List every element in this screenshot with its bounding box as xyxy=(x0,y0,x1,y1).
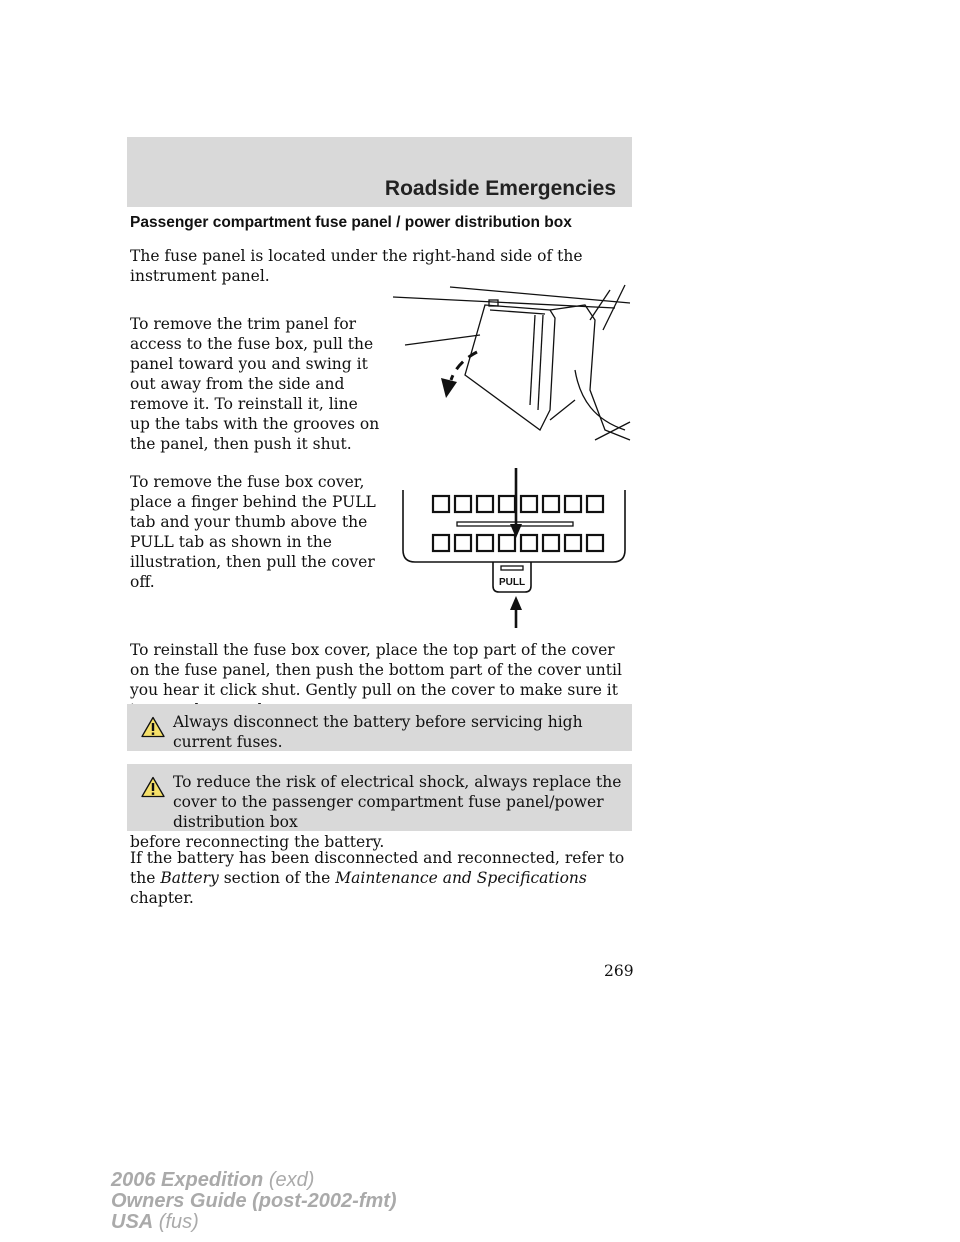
footer-market: USA xyxy=(111,1211,154,1233)
chapter-title: Roadside Emergencies xyxy=(384,177,616,200)
trim-panel-illustration xyxy=(385,280,635,450)
warning-text: To reduce the risk of electrical shock, always replace the cover to the passenger compartment fuse panel/power distribution box xyxy=(173,773,622,831)
warning-triangle-icon xyxy=(141,716,165,738)
pull-tab-label: PULL xyxy=(498,577,526,588)
document-footer xyxy=(111,1170,397,1233)
warning-box-battery xyxy=(127,704,632,751)
footer-model-code: (exd) xyxy=(268,1169,315,1191)
battery-text-part2: section of the xyxy=(223,869,331,887)
battery-text-part1: If the battery has been disconnected and reconnected, refer to the xyxy=(130,849,625,887)
warning-box-shock xyxy=(127,764,632,851)
battery-text-part3: chapter. xyxy=(130,889,194,907)
battery-section-reference: Battery xyxy=(160,869,219,887)
intro-paragraph: The fuse panel is located under the right-hand side of the instrument panel. xyxy=(130,247,583,285)
warning-text-tail: before reconnecting the battery. xyxy=(130,833,385,851)
fuse-box-cover-illustration xyxy=(395,464,635,630)
warning-text: Always disconnect the battery before servicing high current fuses. xyxy=(173,713,583,751)
page-number: 269 xyxy=(604,962,634,980)
footer-model: 2006 Expedition xyxy=(111,1169,264,1191)
cover-remove-paragraph: To remove the fuse box cover, place a finger behind the PULL tab and your thumb above the PULL tab as shown in the illustration, then pull the cover off. xyxy=(130,473,376,591)
warning-triangle-icon xyxy=(141,776,165,798)
trim-panel-paragraph: To remove the trim panel for access to the fuse box, pull the panel toward you and swing it out away from the side and remove it. To reinstall it, line up the tabs with the grooves on the panel, then push it shut. xyxy=(130,315,380,453)
footer-guide: Owners Guide (post-2002-fmt) xyxy=(111,1190,397,1212)
chapter-header-band xyxy=(127,137,632,207)
battery-reference-paragraph xyxy=(130,848,632,908)
cover-reinstall-paragraph: To reinstall the fuse box cover, place the top part of the cover on the fuse panel, then push the bottom part of the cover until you hear it click shut. Gently pull on the cover to make sure it xyxy=(130,641,622,699)
footer-market-code: (fus) xyxy=(158,1211,199,1233)
maintenance-chapter-reference: Maintenance and Specifications xyxy=(335,869,587,887)
section-heading: Passenger compartment fuse panel / power distribution box xyxy=(130,214,572,231)
